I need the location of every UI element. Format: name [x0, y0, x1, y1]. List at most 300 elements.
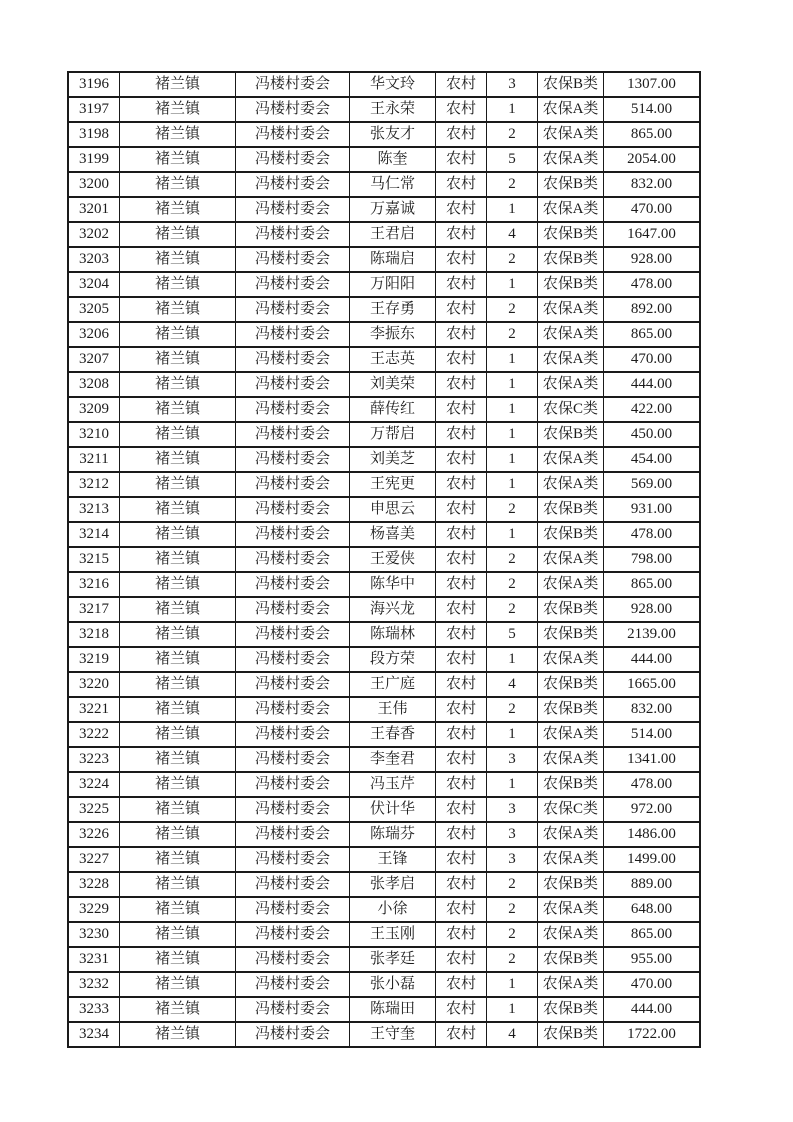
- cell-name: 王志英: [350, 347, 436, 372]
- cell-town: 褚兰镇: [120, 447, 236, 472]
- cell-count: 2: [487, 597, 538, 622]
- cell-village: 冯楼村委会: [236, 122, 350, 147]
- cell-seq: 3211: [68, 447, 120, 472]
- cell-seq: 3217: [68, 597, 120, 622]
- cell-residence: 农村: [436, 522, 487, 547]
- cell-village: 冯楼村委会: [236, 222, 350, 247]
- cell-seq: 3227: [68, 847, 120, 872]
- table-row: [68, 772, 700, 797]
- cell-amount: 478.00: [604, 272, 701, 297]
- cell-seq: 3228: [68, 872, 120, 897]
- table-row: [68, 222, 700, 247]
- cell-count: 2: [487, 172, 538, 197]
- cell-count: 2: [487, 122, 538, 147]
- cell-category: 农保A类: [538, 897, 604, 922]
- table-row: [68, 922, 700, 947]
- cell-category: 农保B类: [538, 672, 604, 697]
- cell-amount: 470.00: [604, 347, 701, 372]
- cell-count: 2: [487, 247, 538, 272]
- cell-amount: 889.00: [604, 872, 701, 897]
- cell-amount: 865.00: [604, 922, 701, 947]
- cell-category: 农保A类: [538, 322, 604, 347]
- cell-category: 农保A类: [538, 472, 604, 497]
- cell-seq: 3214: [68, 522, 120, 547]
- cell-village: 冯楼村委会: [236, 272, 350, 297]
- cell-seq: 3219: [68, 647, 120, 672]
- cell-seq: 3212: [68, 472, 120, 497]
- cell-village: 冯楼村委会: [236, 997, 350, 1022]
- cell-category: 农保A类: [538, 647, 604, 672]
- table-row: [68, 797, 700, 822]
- cell-amount: 1499.00: [604, 847, 701, 872]
- cell-amount: 1486.00: [604, 822, 701, 847]
- cell-name: 陈华中: [350, 572, 436, 597]
- cell-village: 冯楼村委会: [236, 647, 350, 672]
- cell-village: 冯楼村委会: [236, 72, 350, 97]
- cell-town: 褚兰镇: [120, 322, 236, 347]
- cell-town: 褚兰镇: [120, 247, 236, 272]
- cell-category: 农保B类: [538, 172, 604, 197]
- cell-name: 华文玲: [350, 72, 436, 97]
- cell-town: 褚兰镇: [120, 347, 236, 372]
- cell-town: 褚兰镇: [120, 822, 236, 847]
- table-row: [68, 322, 700, 347]
- cell-category: 农保B类: [538, 522, 604, 547]
- cell-name: 陈瑞田: [350, 997, 436, 1022]
- cell-village: 冯楼村委会: [236, 972, 350, 997]
- cell-amount: 955.00: [604, 947, 701, 972]
- cell-seq: 3216: [68, 572, 120, 597]
- cell-residence: 农村: [436, 572, 487, 597]
- cell-category: 农保B类: [538, 622, 604, 647]
- cell-count: 1: [487, 347, 538, 372]
- cell-name: 王广庭: [350, 672, 436, 697]
- cell-residence: 农村: [436, 722, 487, 747]
- cell-amount: 444.00: [604, 372, 701, 397]
- table-row: [68, 172, 700, 197]
- table-row: [68, 497, 700, 522]
- cell-village: 冯楼村委会: [236, 622, 350, 647]
- cell-seq: 3198: [68, 122, 120, 147]
- table-row: [68, 472, 700, 497]
- cell-village: 冯楼村委会: [236, 747, 350, 772]
- cell-residence: 农村: [436, 322, 487, 347]
- cell-seq: 3226: [68, 822, 120, 847]
- cell-seq: 3223: [68, 747, 120, 772]
- cell-amount: 1341.00: [604, 747, 701, 772]
- cell-count: 2: [487, 947, 538, 972]
- cell-residence: 农村: [436, 172, 487, 197]
- table-row: [68, 522, 700, 547]
- table-row: [68, 347, 700, 372]
- table-row: [68, 572, 700, 597]
- cell-category: 农保A类: [538, 747, 604, 772]
- cell-village: 冯楼村委会: [236, 297, 350, 322]
- cell-village: 冯楼村委会: [236, 497, 350, 522]
- table-row: [68, 847, 700, 872]
- cell-amount: 470.00: [604, 197, 701, 222]
- cell-name: 马仁常: [350, 172, 436, 197]
- cell-village: 冯楼村委会: [236, 322, 350, 347]
- cell-town: 褚兰镇: [120, 872, 236, 897]
- cell-count: 4: [487, 672, 538, 697]
- cell-residence: 农村: [436, 447, 487, 472]
- cell-category: 农保B类: [538, 497, 604, 522]
- cell-amount: 832.00: [604, 697, 701, 722]
- cell-amount: 444.00: [604, 647, 701, 672]
- cell-amount: 892.00: [604, 297, 701, 322]
- cell-seq: 3206: [68, 322, 120, 347]
- table-row: [68, 722, 700, 747]
- cell-village: 冯楼村委会: [236, 347, 350, 372]
- cell-seq: 3224: [68, 772, 120, 797]
- cell-town: 褚兰镇: [120, 897, 236, 922]
- cell-town: 褚兰镇: [120, 397, 236, 422]
- cell-amount: 832.00: [604, 172, 701, 197]
- cell-amount: 478.00: [604, 772, 701, 797]
- cell-amount: 514.00: [604, 97, 701, 122]
- table-row: [68, 272, 700, 297]
- cell-village: 冯楼村委会: [236, 547, 350, 572]
- cell-residence: 农村: [436, 422, 487, 447]
- cell-seq: 3221: [68, 697, 120, 722]
- cell-seq: 3201: [68, 197, 120, 222]
- cell-town: 褚兰镇: [120, 472, 236, 497]
- cell-name: 张小磊: [350, 972, 436, 997]
- cell-town: 褚兰镇: [120, 622, 236, 647]
- cell-count: 1: [487, 647, 538, 672]
- cell-residence: 农村: [436, 297, 487, 322]
- table-body: [68, 72, 700, 1047]
- cell-seq: 3215: [68, 547, 120, 572]
- cell-residence: 农村: [436, 1022, 487, 1047]
- cell-village: 冯楼村委会: [236, 172, 350, 197]
- cell-count: 4: [487, 222, 538, 247]
- cell-name: 杨喜美: [350, 522, 436, 547]
- payment-table: [67, 71, 701, 1048]
- cell-name: 陈瑞启: [350, 247, 436, 272]
- cell-amount: 569.00: [604, 472, 701, 497]
- cell-residence: 农村: [436, 847, 487, 872]
- cell-village: 冯楼村委会: [236, 947, 350, 972]
- cell-town: 褚兰镇: [120, 172, 236, 197]
- table-row: [68, 997, 700, 1022]
- cell-category: 农保B类: [538, 422, 604, 447]
- cell-residence: 农村: [436, 997, 487, 1022]
- cell-count: 1: [487, 197, 538, 222]
- cell-residence: 农村: [436, 697, 487, 722]
- cell-village: 冯楼村委会: [236, 772, 350, 797]
- table-row: [68, 1022, 700, 1047]
- cell-residence: 农村: [436, 947, 487, 972]
- cell-town: 褚兰镇: [120, 497, 236, 522]
- cell-name: 张友才: [350, 122, 436, 147]
- table-row: [68, 697, 700, 722]
- cell-count: 4: [487, 1022, 538, 1047]
- table-row: [68, 422, 700, 447]
- cell-residence: 农村: [436, 647, 487, 672]
- cell-count: 3: [487, 822, 538, 847]
- cell-count: 5: [487, 622, 538, 647]
- cell-category: 农保C类: [538, 797, 604, 822]
- cell-category: 农保B类: [538, 597, 604, 622]
- cell-seq: 3196: [68, 72, 120, 97]
- cell-town: 褚兰镇: [120, 222, 236, 247]
- cell-residence: 农村: [436, 822, 487, 847]
- cell-count: 1: [487, 722, 538, 747]
- cell-count: 2: [487, 697, 538, 722]
- cell-count: 2: [487, 297, 538, 322]
- cell-residence: 农村: [436, 72, 487, 97]
- cell-name: 段方荣: [350, 647, 436, 672]
- cell-seq: 3210: [68, 422, 120, 447]
- cell-residence: 农村: [436, 547, 487, 572]
- cell-residence: 农村: [436, 497, 487, 522]
- cell-category: 农保A类: [538, 847, 604, 872]
- cell-residence: 农村: [436, 247, 487, 272]
- cell-seq: 3204: [68, 272, 120, 297]
- cell-town: 褚兰镇: [120, 547, 236, 572]
- cell-count: 1: [487, 522, 538, 547]
- cell-count: 2: [487, 547, 538, 572]
- cell-category: 农保B类: [538, 997, 604, 1022]
- cell-category: 农保B类: [538, 772, 604, 797]
- cell-amount: 1647.00: [604, 222, 701, 247]
- cell-name: 小徐: [350, 897, 436, 922]
- cell-residence: 农村: [436, 797, 487, 822]
- table-row: [68, 947, 700, 972]
- cell-seq: 3222: [68, 722, 120, 747]
- cell-town: 褚兰镇: [120, 72, 236, 97]
- cell-seq: 3233: [68, 997, 120, 1022]
- cell-name: 王宪更: [350, 472, 436, 497]
- cell-category: 农保A类: [538, 447, 604, 472]
- cell-amount: 928.00: [604, 597, 701, 622]
- cell-seq: 3208: [68, 372, 120, 397]
- cell-name: 王守奎: [350, 1022, 436, 1047]
- cell-village: 冯楼村委会: [236, 247, 350, 272]
- cell-residence: 农村: [436, 147, 487, 172]
- cell-residence: 农村: [436, 372, 487, 397]
- cell-count: 1: [487, 397, 538, 422]
- cell-amount: 422.00: [604, 397, 701, 422]
- cell-amount: 798.00: [604, 547, 701, 572]
- cell-residence: 农村: [436, 597, 487, 622]
- cell-town: 褚兰镇: [120, 772, 236, 797]
- cell-town: 褚兰镇: [120, 272, 236, 297]
- cell-village: 冯楼村委会: [236, 897, 350, 922]
- cell-category: 农保A类: [538, 122, 604, 147]
- cell-residence: 农村: [436, 197, 487, 222]
- cell-village: 冯楼村委会: [236, 447, 350, 472]
- cell-town: 褚兰镇: [120, 422, 236, 447]
- cell-village: 冯楼村委会: [236, 722, 350, 747]
- cell-name: 陈瑞林: [350, 622, 436, 647]
- cell-category: 农保C类: [538, 397, 604, 422]
- cell-name: 张孝廷: [350, 947, 436, 972]
- table-row: [68, 247, 700, 272]
- cell-seq: 3234: [68, 1022, 120, 1047]
- cell-residence: 农村: [436, 97, 487, 122]
- table-row: [68, 122, 700, 147]
- cell-amount: 444.00: [604, 997, 701, 1022]
- cell-category: 农保B类: [538, 72, 604, 97]
- cell-town: 褚兰镇: [120, 1022, 236, 1047]
- cell-seq: 3231: [68, 947, 120, 972]
- cell-amount: 928.00: [604, 247, 701, 272]
- cell-category: 农保B类: [538, 1022, 604, 1047]
- cell-town: 褚兰镇: [120, 997, 236, 1022]
- table-row: [68, 747, 700, 772]
- table-row: [68, 147, 700, 172]
- cell-village: 冯楼村委会: [236, 522, 350, 547]
- cell-count: 2: [487, 872, 538, 897]
- cell-category: 农保B类: [538, 697, 604, 722]
- table-row: [68, 972, 700, 997]
- cell-residence: 农村: [436, 922, 487, 947]
- cell-village: 冯楼村委会: [236, 422, 350, 447]
- cell-name: 李振东: [350, 322, 436, 347]
- cell-village: 冯楼村委会: [236, 572, 350, 597]
- cell-category: 农保B类: [538, 222, 604, 247]
- cell-count: 1: [487, 472, 538, 497]
- table-row: [68, 822, 700, 847]
- cell-residence: 农村: [436, 122, 487, 147]
- table-row: [68, 547, 700, 572]
- cell-village: 冯楼村委会: [236, 922, 350, 947]
- cell-seq: 3199: [68, 147, 120, 172]
- cell-name: 王春香: [350, 722, 436, 747]
- cell-village: 冯楼村委会: [236, 372, 350, 397]
- cell-residence: 农村: [436, 672, 487, 697]
- cell-seq: 3207: [68, 347, 120, 372]
- cell-village: 冯楼村委会: [236, 97, 350, 122]
- cell-category: 农保A类: [538, 347, 604, 372]
- cell-count: 2: [487, 572, 538, 597]
- cell-town: 褚兰镇: [120, 522, 236, 547]
- cell-category: 农保A类: [538, 372, 604, 397]
- cell-name: 海兴龙: [350, 597, 436, 622]
- cell-town: 褚兰镇: [120, 572, 236, 597]
- cell-residence: 农村: [436, 972, 487, 997]
- cell-town: 褚兰镇: [120, 372, 236, 397]
- table-row: [68, 197, 700, 222]
- cell-seq: 3218: [68, 622, 120, 647]
- cell-category: 农保B类: [538, 272, 604, 297]
- cell-town: 褚兰镇: [120, 122, 236, 147]
- cell-seq: 3220: [68, 672, 120, 697]
- cell-count: 1: [487, 97, 538, 122]
- cell-name: 刘美芝: [350, 447, 436, 472]
- cell-town: 褚兰镇: [120, 672, 236, 697]
- cell-amount: 2139.00: [604, 622, 701, 647]
- cell-name: 陈奎: [350, 147, 436, 172]
- table-row: [68, 647, 700, 672]
- cell-name: 王君启: [350, 222, 436, 247]
- cell-category: 农保A类: [538, 922, 604, 947]
- table-row: [68, 897, 700, 922]
- cell-amount: 972.00: [604, 797, 701, 822]
- cell-seq: 3202: [68, 222, 120, 247]
- cell-seq: 3232: [68, 972, 120, 997]
- cell-town: 褚兰镇: [120, 722, 236, 747]
- cell-name: 王玉刚: [350, 922, 436, 947]
- cell-town: 褚兰镇: [120, 972, 236, 997]
- cell-amount: 470.00: [604, 972, 701, 997]
- cell-category: 农保A类: [538, 547, 604, 572]
- cell-count: 3: [487, 747, 538, 772]
- cell-name: 伏计华: [350, 797, 436, 822]
- cell-town: 褚兰镇: [120, 797, 236, 822]
- cell-residence: 农村: [436, 347, 487, 372]
- cell-amount: 1722.00: [604, 1022, 701, 1047]
- cell-count: 1: [487, 372, 538, 397]
- cell-name: 薛传红: [350, 397, 436, 422]
- cell-count: 1: [487, 422, 538, 447]
- cell-seq: 3197: [68, 97, 120, 122]
- cell-village: 冯楼村委会: [236, 472, 350, 497]
- cell-amount: 1665.00: [604, 672, 701, 697]
- table-row: [68, 447, 700, 472]
- cell-residence: 农村: [436, 472, 487, 497]
- cell-count: 1: [487, 272, 538, 297]
- table-row: [68, 72, 700, 97]
- cell-seq: 3200: [68, 172, 120, 197]
- cell-amount: 931.00: [604, 497, 701, 522]
- cell-residence: 农村: [436, 222, 487, 247]
- cell-category: 农保A类: [538, 972, 604, 997]
- cell-name: 张孝启: [350, 872, 436, 897]
- cell-village: 冯楼村委会: [236, 397, 350, 422]
- cell-count: 2: [487, 322, 538, 347]
- cell-name: 王存勇: [350, 297, 436, 322]
- cell-count: 1: [487, 972, 538, 997]
- cell-village: 冯楼村委会: [236, 697, 350, 722]
- cell-amount: 450.00: [604, 422, 701, 447]
- cell-town: 褚兰镇: [120, 647, 236, 672]
- cell-category: 农保B类: [538, 947, 604, 972]
- cell-count: 2: [487, 897, 538, 922]
- table-row: [68, 372, 700, 397]
- cell-amount: 1307.00: [604, 72, 701, 97]
- cell-count: 3: [487, 797, 538, 822]
- cell-name: 万帮启: [350, 422, 436, 447]
- table-row: [68, 97, 700, 122]
- cell-name: 刘美荣: [350, 372, 436, 397]
- cell-seq: 3203: [68, 247, 120, 272]
- cell-seq: 3205: [68, 297, 120, 322]
- table-row: [68, 597, 700, 622]
- cell-seq: 3225: [68, 797, 120, 822]
- cell-town: 褚兰镇: [120, 847, 236, 872]
- cell-residence: 农村: [436, 622, 487, 647]
- cell-category: 农保A类: [538, 147, 604, 172]
- cell-count: 1: [487, 447, 538, 472]
- cell-town: 褚兰镇: [120, 97, 236, 122]
- cell-town: 褚兰镇: [120, 697, 236, 722]
- cell-village: 冯楼村委会: [236, 872, 350, 897]
- cell-town: 褚兰镇: [120, 947, 236, 972]
- cell-town: 褚兰镇: [120, 922, 236, 947]
- cell-amount: 865.00: [604, 322, 701, 347]
- cell-amount: 454.00: [604, 447, 701, 472]
- cell-village: 冯楼村委会: [236, 197, 350, 222]
- cell-category: 农保B类: [538, 247, 604, 272]
- cell-count: 3: [487, 72, 538, 97]
- cell-village: 冯楼村委会: [236, 847, 350, 872]
- cell-category: 农保A类: [538, 822, 604, 847]
- cell-amount: 648.00: [604, 897, 701, 922]
